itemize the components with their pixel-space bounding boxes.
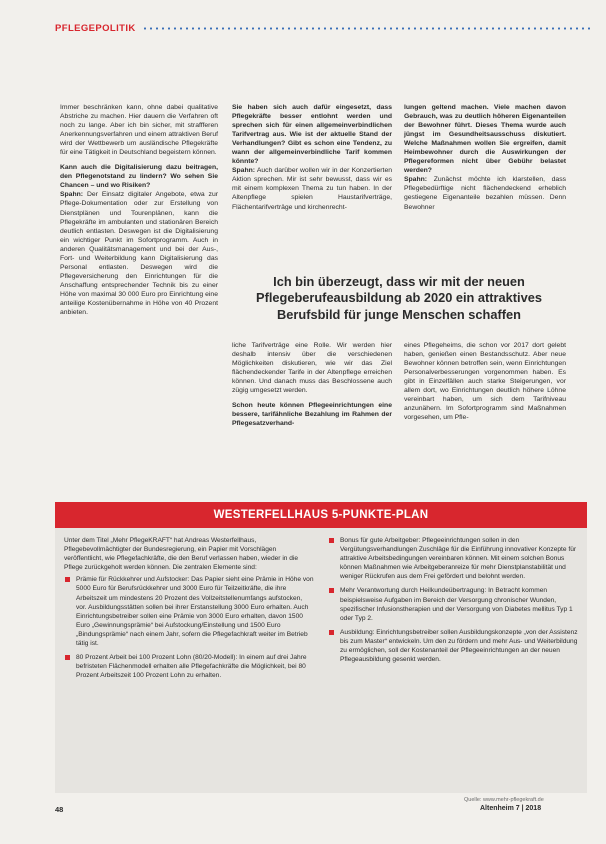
list-item-text: Ausbildung: Einrichtungsbetreiber sollen Ausbildungskonzepte „von der Assistenz bis zum Master“ entwickeln. Um den zu fördern und mehr Aus- und Weiterbildung zu ermöglichen, soll der Kostenanteil der Pflegeeinrichtungen an der neuen Pflegeausbildung gesenkt werden. <box>340 628 578 664</box>
interview-question: Kann auch die Digitalisierung dazu beitragen, den Pflegenotstand zu lindern? Wo sehen Sie Chancen – und wo Risiken? <box>60 164 218 190</box>
list-item-text: Mehr Verantwortung durch Heilkundeübertragung: In Betracht kommen beispielsweise Aufgaben im Bereich der Versorgung chronischer Wunden, spezifischer Infusionstherapien und der Versorgung von Diabetes mellitus Typ 1 oder Typ 2. <box>340 587 573 622</box>
info-box-left-column <box>64 536 314 685</box>
bullet-list <box>328 536 578 664</box>
interview-question: Schon heute können Pflegeeinrichtungen eine bessere, tarifähnliche Bezahlung im Rahmen der Pflegesatzverhand- <box>232 402 392 428</box>
bullet-square-icon <box>65 577 70 582</box>
interview-block <box>232 103 392 212</box>
list-item-text: Prämie für Rückkehrer und Aufstocker: Das Papier sieht eine Prämie in Höhe von 5000 Euro für Berufsrückkehrer und 3000 Euro für Teilzeitkräfte, die ihre Arbeitszeit um mindestens 20 Prozent des Vollzeitstellenumfangs aufstocken, vor. Ausbildungsstätten sollen bei ihrer Erstanstellung 3000 Euro erhalten. Auch Einrichtungsbetreiber sollen eine Prämie von 3000 Euro erhalten, davon 1500 Euro „Gewinnungsprämie“ bei Aufstockung/Einstellung und 1500 Euro „Bindungsprämie“ nach einem Jahr, sofern die Pflegefachkraft weiter im Betrieb tätig ist. <box>76 576 314 648</box>
paragraph: liche Tarifverträge eine Rolle. Wir werden hier deshalb intensiv über die verschiedenen Möglichkeiten diskutieren, wie wir das Ziel flächendeckender Tarife in der Altenpflege erreichen können. Und danach muss das Beschlossene auch zügig umgesetzt werden. <box>232 342 392 395</box>
list-item-text: 80 Prozent Arbeit bei 100 Prozent Lohn (80/20-Modell): In einem auf drei Jahre befristeten Flächenmodell erhalten alle Pflegefachkräfte die Möglichkeit, bei 80 Prozent Arbeitszeit 100 Prozent Lohn zu erhalten. <box>76 654 307 680</box>
list-item-text: Bonus für gute Arbeitgeber: Pflegeeinrichtungen sollen in den Vergütungsverhandlungen Zuschläge für die Einführung innovativer Konzepte für attraktive Arbeitsbedingungen vereinbaren können. Mit einem solchen Bonus können Maßnahmen wie Arbeitgeberanreize für mehr Dienstplanstabilität und weniger Rückrufen aus dem Frei gefördert und belohnt werden. <box>340 537 577 581</box>
journal-issue: Altenheim 7 | 2018 <box>480 805 542 812</box>
info-box-header <box>55 502 587 528</box>
interview-block <box>404 103 566 212</box>
pull-quote: Ich bin überzeugt, dass wir mit der neuen Pflegeberufeausbildung ab 2020 ein attraktives Berufsbild für junge Menschen schaffen <box>256 274 542 322</box>
bullet-list <box>64 575 314 680</box>
list-item <box>64 653 314 680</box>
section-label: PFLEGEPOLITIK <box>55 22 136 34</box>
bullet-square-icon <box>329 630 334 635</box>
list-item <box>328 536 578 581</box>
article-column-1 <box>60 103 218 323</box>
speaker-label: Spahn: <box>60 191 84 199</box>
interview-block <box>60 163 218 317</box>
article-column-3 <box>404 103 566 218</box>
interview-answer: Auch darüber wollen wir in der Konzertierten Aktion sprechen. Mir ist sehr bewusst, dass wir es mit einem komplexen Thema zu tun haben. In der Altenpflege spielen Haustarifverträge, Flächentarifverträge und kirchenrecht- <box>232 167 392 211</box>
list-item <box>328 586 578 622</box>
list-item <box>64 575 314 648</box>
paragraph: Immer beschränken kann, ohne dabei qualitative Abstriche zu machen. Hier dauern die Verfahren oft noch zu lange. Aber ich bin sicher, mit straffferen Anerkennungsverfahren und einem attraktiven Beruf wird der Wettbewerb um ausländische Pflegekräfte für eine Tätigkeit in Deutschland begeistern können. <box>60 104 218 157</box>
info-box <box>55 502 587 793</box>
interview-answer: Zunächst möchte ich klarstellen, dass Pflegebedürftige nicht flächendeckend erheblich gestiegene Eigenanteile bezahlen müssen. Denn Bewohner <box>404 176 566 211</box>
info-box-right-column <box>328 536 578 669</box>
dotted-rule <box>142 27 590 30</box>
article-column-2 <box>232 103 392 218</box>
list-item <box>328 628 578 664</box>
article-column-2-continued <box>232 341 392 434</box>
bullet-square-icon <box>329 538 334 543</box>
interview-question: lungen geltend machen. Viele machen davon Gebrauch, was zu deutlich höheren Eigenanteilen der Bewohner führt. Dieses Thema wurde auch jüngst im Gesundheitsausschuss diskutiert. Welche Maßnahmen wollen Sie ergreifen, damit Heimbewohner durch die Auswirkungen der Pflegereformen nicht über Gebühr belastet werden? <box>404 104 566 175</box>
interview-question: Sie haben sich auch dafür eingesetzt, dass Pflegekräfte besser entlohnt werden und sprechen sich für einen allgemeinverbindlichen Tarifvertrag aus. Wie ist der aktuelle Stand der Verhandlungen? Gibt es schon eine Tendenz, zu wann der allgemeinverbindliche Tarif kommen könnte? <box>232 104 392 166</box>
bullet-square-icon <box>329 588 334 593</box>
section-header <box>55 21 590 35</box>
source-credit: Quelle: www.mehr-pflegekraft.de <box>464 797 544 803</box>
bullet-square-icon <box>65 655 70 660</box>
article-column-3-continued <box>404 341 566 428</box>
speaker-label: Spahn: <box>404 176 428 184</box>
info-box-intro: Unter dem Titel „Mehr PflegeKRAFT“ hat Andreas Westerfellhaus, Pflegebevollmächtigter der Bundesregierung, ein Papier mit Vorschlägen veröffentlicht, wie Pflegefachkräfte, die den Beruf verlassen haben, wieder in die Pflege zurückgeholt werden können. Die zentralen Elemente sind: <box>64 537 299 572</box>
speaker-label: Spahn: <box>232 167 256 175</box>
page-number: 48 <box>55 805 64 814</box>
interview-answer: Der Einsatz digitaler Angebote, etwa zur Pflege-Dokumentation oder zur Erstellung von Dienstplänen und Tourenplänen, kann die Pflegekräfte im ambulanten und stationären Bereich deutlich entlasten. Deswegen ist die Digitalisierung ein wichtiger Punkt im Sofortprogramm. Auch in anderen Qualitätsmanagement und bei der Aus-, Fort- und Weiterbildung kann Digitalisierung das Personal entlasten. Deswegen wird die Pflegeversicherung den Einrichtungen für die Anschaffung entsprechender Technik bis zu einer Höhe von maximal 30 000 Euro pro Einrichtung eine anteilige Kostenübernahme in Höhe von 40 Prozent anbieten. <box>60 191 218 317</box>
info-box-title: WESTERFELLHAUS 5-PUNKTE-PLAN <box>213 509 429 521</box>
paragraph: eines Pflegeheims, die schon vor 2017 dort gelebt haben, genießen einen Bestandsschutz. Aber neue Bewohner können betroffen sein, wenn Einrichtungen Personalverbesserungen vorgenommen haben. Es gibt in Einzelfällen auch starke Steigerungen, vor allem dort, wo Einrichtungen deutlich höhere Löhne vereinbart haben, um sich dem Tarifniveau anzunähern. Im Sofortprogramm sind Maßnahmen vorgesehen, um Pfle- <box>404 342 566 422</box>
